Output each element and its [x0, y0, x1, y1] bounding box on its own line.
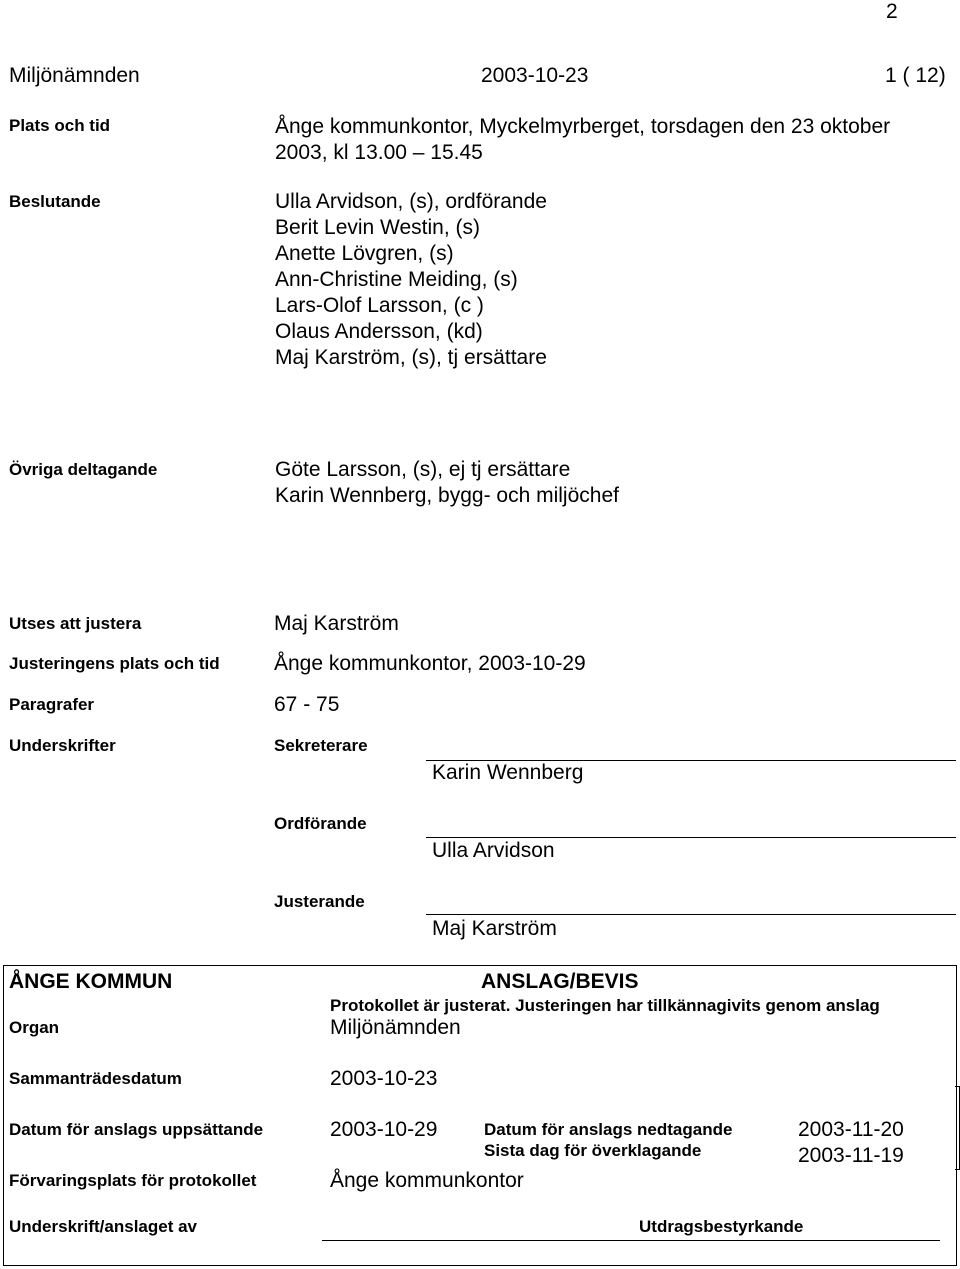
adjuster-value: Maj Karström	[274, 612, 399, 635]
municipality-name: ÅNGE KOMMUN	[9, 970, 173, 993]
list-item: Olaus Andersson, (kd)	[275, 320, 483, 343]
place-time-line: Ånge kommunkontor, Myckelmyrberget, torsdagen den 23 oktober	[275, 115, 891, 138]
page-number: 2	[886, 0, 898, 23]
decision-makers-label: Beslutande	[9, 192, 101, 211]
removed-date-value: 2003-11-20	[798, 1118, 904, 1141]
adjust-place-label: Justeringens plats och tid	[9, 654, 220, 673]
adjuster-signature-name: Maj Karström	[432, 917, 557, 940]
storage-value: Ånge kommunkontor	[330, 1169, 524, 1192]
secretary-role: Sekreterare	[274, 736, 368, 755]
adjuster-signature-line	[426, 914, 956, 915]
paragraphs-label: Paragrafer	[9, 695, 95, 714]
appeal-date-label: Sista dag för överklagande	[484, 1141, 702, 1160]
posted-date-value: 2003-10-29	[330, 1118, 438, 1141]
adjust-place-value: Ånge kommunkontor, 2003-10-29	[274, 652, 586, 675]
chair-name: Ulla Arvidson	[432, 839, 555, 862]
adjuster-role: Justerande	[274, 892, 365, 911]
list-item: Berit Levin Westin, (s)	[275, 216, 481, 239]
list-item: Ann-Christine Meiding, (s)	[275, 268, 518, 291]
signed-label: Underskrift/anslaget av	[9, 1217, 198, 1236]
meeting-date: 2003-10-23	[481, 64, 589, 87]
secretary-name: Karin Wennberg	[432, 761, 584, 784]
place-time-value	[275, 114, 890, 166]
appeal-date-value: 2003-11-19	[798, 1144, 904, 1167]
organ-label: Organ	[9, 1018, 60, 1037]
meeting-date-label: Sammanträdesdatum	[9, 1069, 182, 1088]
list-item: Göte Larsson, (s), ej tj ersättare	[275, 458, 571, 481]
list-item: Anette Lövgren, (s)	[275, 242, 454, 265]
list-item: Ulla Arvidson, (s), ordförande	[275, 190, 547, 213]
posted-date-label: Datum för anslags uppsättande	[9, 1120, 264, 1139]
chair-signature-line	[426, 837, 956, 838]
certified-label: Utdragsbestyrkande	[639, 1217, 804, 1236]
meeting-date-value: 2003-10-23	[330, 1067, 438, 1090]
list-item: Karin Wennberg, bygg- och miljöchef	[275, 484, 619, 507]
list-item: Maj Karström, (s), tj ersättare	[275, 346, 547, 369]
decision-makers-list	[275, 189, 547, 371]
other-participants-label: Övriga deltagande	[9, 460, 158, 479]
page-counter: 1 ( 12)	[885, 64, 946, 87]
list-item: Lars-Olof Larsson, (c )	[275, 294, 484, 317]
paragraphs-value: 67 - 75	[274, 693, 340, 716]
storage-label: Förvaringsplats för protokollet	[9, 1171, 257, 1190]
notice-statement: Protokollet är justerat. Justeringen har tillkännagivits genom anslag	[330, 996, 880, 1015]
place-time-line: 2003, kl 13.00 – 15.45	[275, 141, 483, 164]
chair-role: Ordförande	[274, 814, 367, 833]
other-participants-list	[275, 457, 619, 509]
place-time-label: Plats och tid	[9, 116, 111, 135]
notice-signature-line	[322, 1240, 940, 1241]
committee-name: Miljönämnden	[9, 64, 140, 87]
signatures-label: Underskrifter	[9, 736, 116, 755]
notice-box-tab	[955, 1086, 960, 1170]
adjuster-label: Utses att justera	[9, 614, 142, 633]
organ-value: Miljönämnden	[330, 1016, 461, 1039]
removed-date-label: Datum för anslags nedtagande	[484, 1120, 733, 1139]
notice-title: ANSLAG/BEVIS	[481, 970, 639, 993]
